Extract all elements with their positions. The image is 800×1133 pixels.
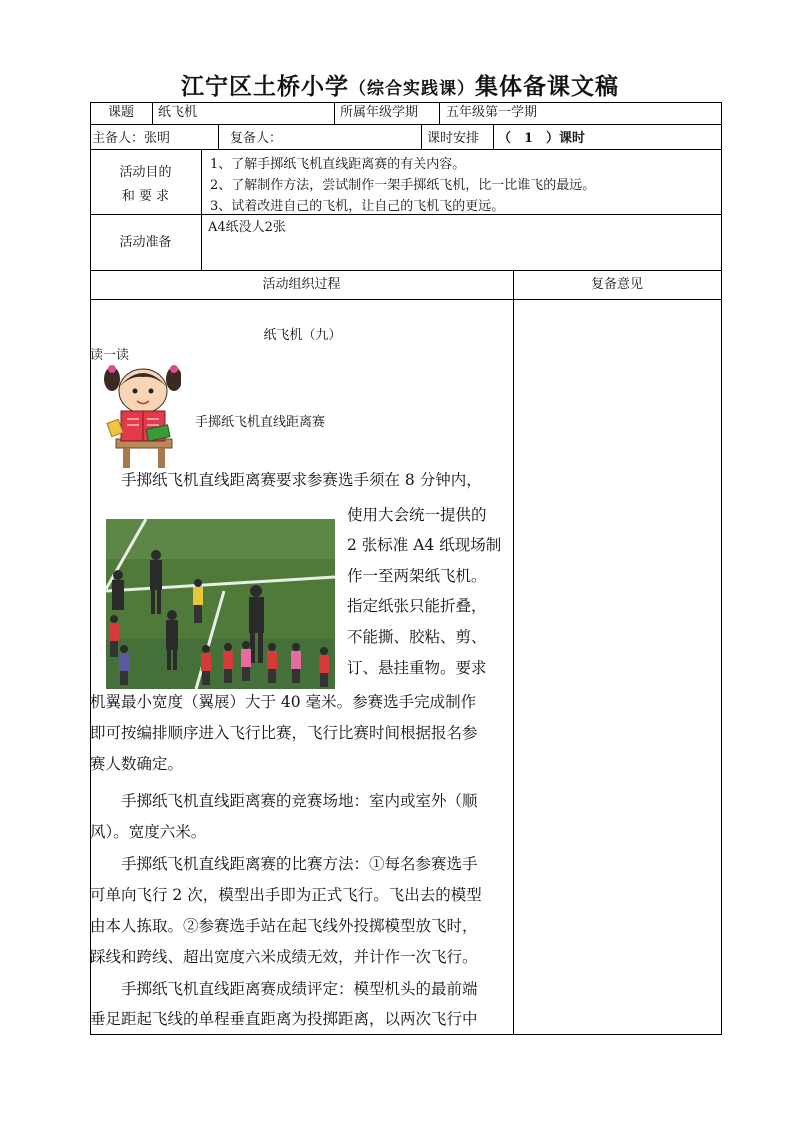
content-paragraph-line: 垂足距起飞线的单程垂直距离为投掷距离，以两次飞行中 (90, 1010, 478, 1028)
topic-label: 课题 (107, 105, 134, 120)
content-paragraph-line: 手掷纸飞机直线距离赛的比赛方法：①每名参赛选手 (90, 855, 478, 873)
content-paragraph-line: 指定纸张只能折叠， (347, 597, 487, 615)
content-paragraph-line: 风）。宽度六米。 (90, 823, 207, 841)
content-paragraph-line: 机翼最小宽度（翼展）大于 40 毫米。参赛选手完成制作 (90, 693, 477, 711)
process-header: 活动组织过程 (262, 277, 341, 292)
purpose-item: 1、了解手掷纸飞机直线距离赛的有关内容。 (210, 157, 466, 172)
schedule-label: 课时安排 (427, 131, 480, 146)
review-header: 复备意见 (590, 277, 643, 292)
purpose-item: 3、试着改进自己的飞机，让自己的飞机飞的更远。 (210, 199, 505, 214)
content-paragraph-line: 不能撕、胶粘、剪、 (347, 628, 487, 646)
content-paragraph-line: 手掷纸飞机直线距离赛要求参赛选手须在 8 分钟内， (90, 471, 482, 489)
purpose-item: 2、了解制作方法，尝试制作一架手掷纸飞机，比一比谁飞的最远。 (210, 178, 596, 193)
content-paragraph-line: 使用大会统一提供的 (347, 506, 487, 524)
copreparer-label: 复备人： (230, 131, 283, 146)
content-paragraph-line: 赛人数确定。 (90, 755, 184, 773)
content-paragraph-line: 订、悬挂重物。要求 (347, 659, 487, 677)
content-paragraph-line: 手掷纸飞机直线距离赛成绩评定：模型机头的最前端 (90, 980, 478, 998)
content-paragraph-line: 2 张标准 A4 纸现场制 (347, 536, 502, 554)
topic-value: 纸飞机 (158, 105, 198, 120)
prep-label: 活动准备 (119, 235, 172, 250)
paper-plane-contest-photo (106, 519, 335, 689)
content-paragraph-line: 由本人拣取。②参赛选手站在起飞线外投掷模型放飞时， (90, 917, 478, 935)
purpose-label-line2: 和 要 求 (121, 189, 170, 204)
prep-value: A4纸没人2张 (208, 220, 286, 235)
content-paragraph-line: 手掷纸飞机直线距离赛的竞赛场地：室内或室外（顺 (90, 792, 478, 810)
reading-girl-illustration (103, 361, 181, 471)
read-label: 读一读 (90, 348, 130, 363)
purpose-list (210, 154, 595, 217)
content-paragraph-line: 可单向飞行 2 次，模型出手即为正式飞行。飞出去的模型 (90, 886, 482, 904)
content-paragraph-line: 踩线和跨线、超出宽度六米成绩无效，并计作一次飞行。 (90, 948, 478, 966)
preparer-label: 主备人：张明 (92, 131, 171, 146)
content-paragraph-line: 作一至两架纸飞机。 (347, 567, 487, 585)
grade-label: 所属年级学期 (340, 105, 419, 120)
page-title: 江宁区土桥小学（综合实践课）集体备课文稿 (181, 74, 619, 100)
content-title: 纸飞机（九） (263, 328, 342, 343)
lesson-plan-table (90, 102, 722, 1035)
purpose-label-line1: 活动目的 (119, 165, 172, 180)
image-caption: 手掷纸飞机直线距离赛 (195, 415, 326, 430)
content-paragraph-line: 即可按编排顺序进入飞行比赛，飞行比赛时间根据报名参 (90, 724, 478, 742)
grade-value: 五年级第一学期 (446, 105, 538, 120)
schedule-value: （ 1 ）课时 (498, 131, 586, 146)
